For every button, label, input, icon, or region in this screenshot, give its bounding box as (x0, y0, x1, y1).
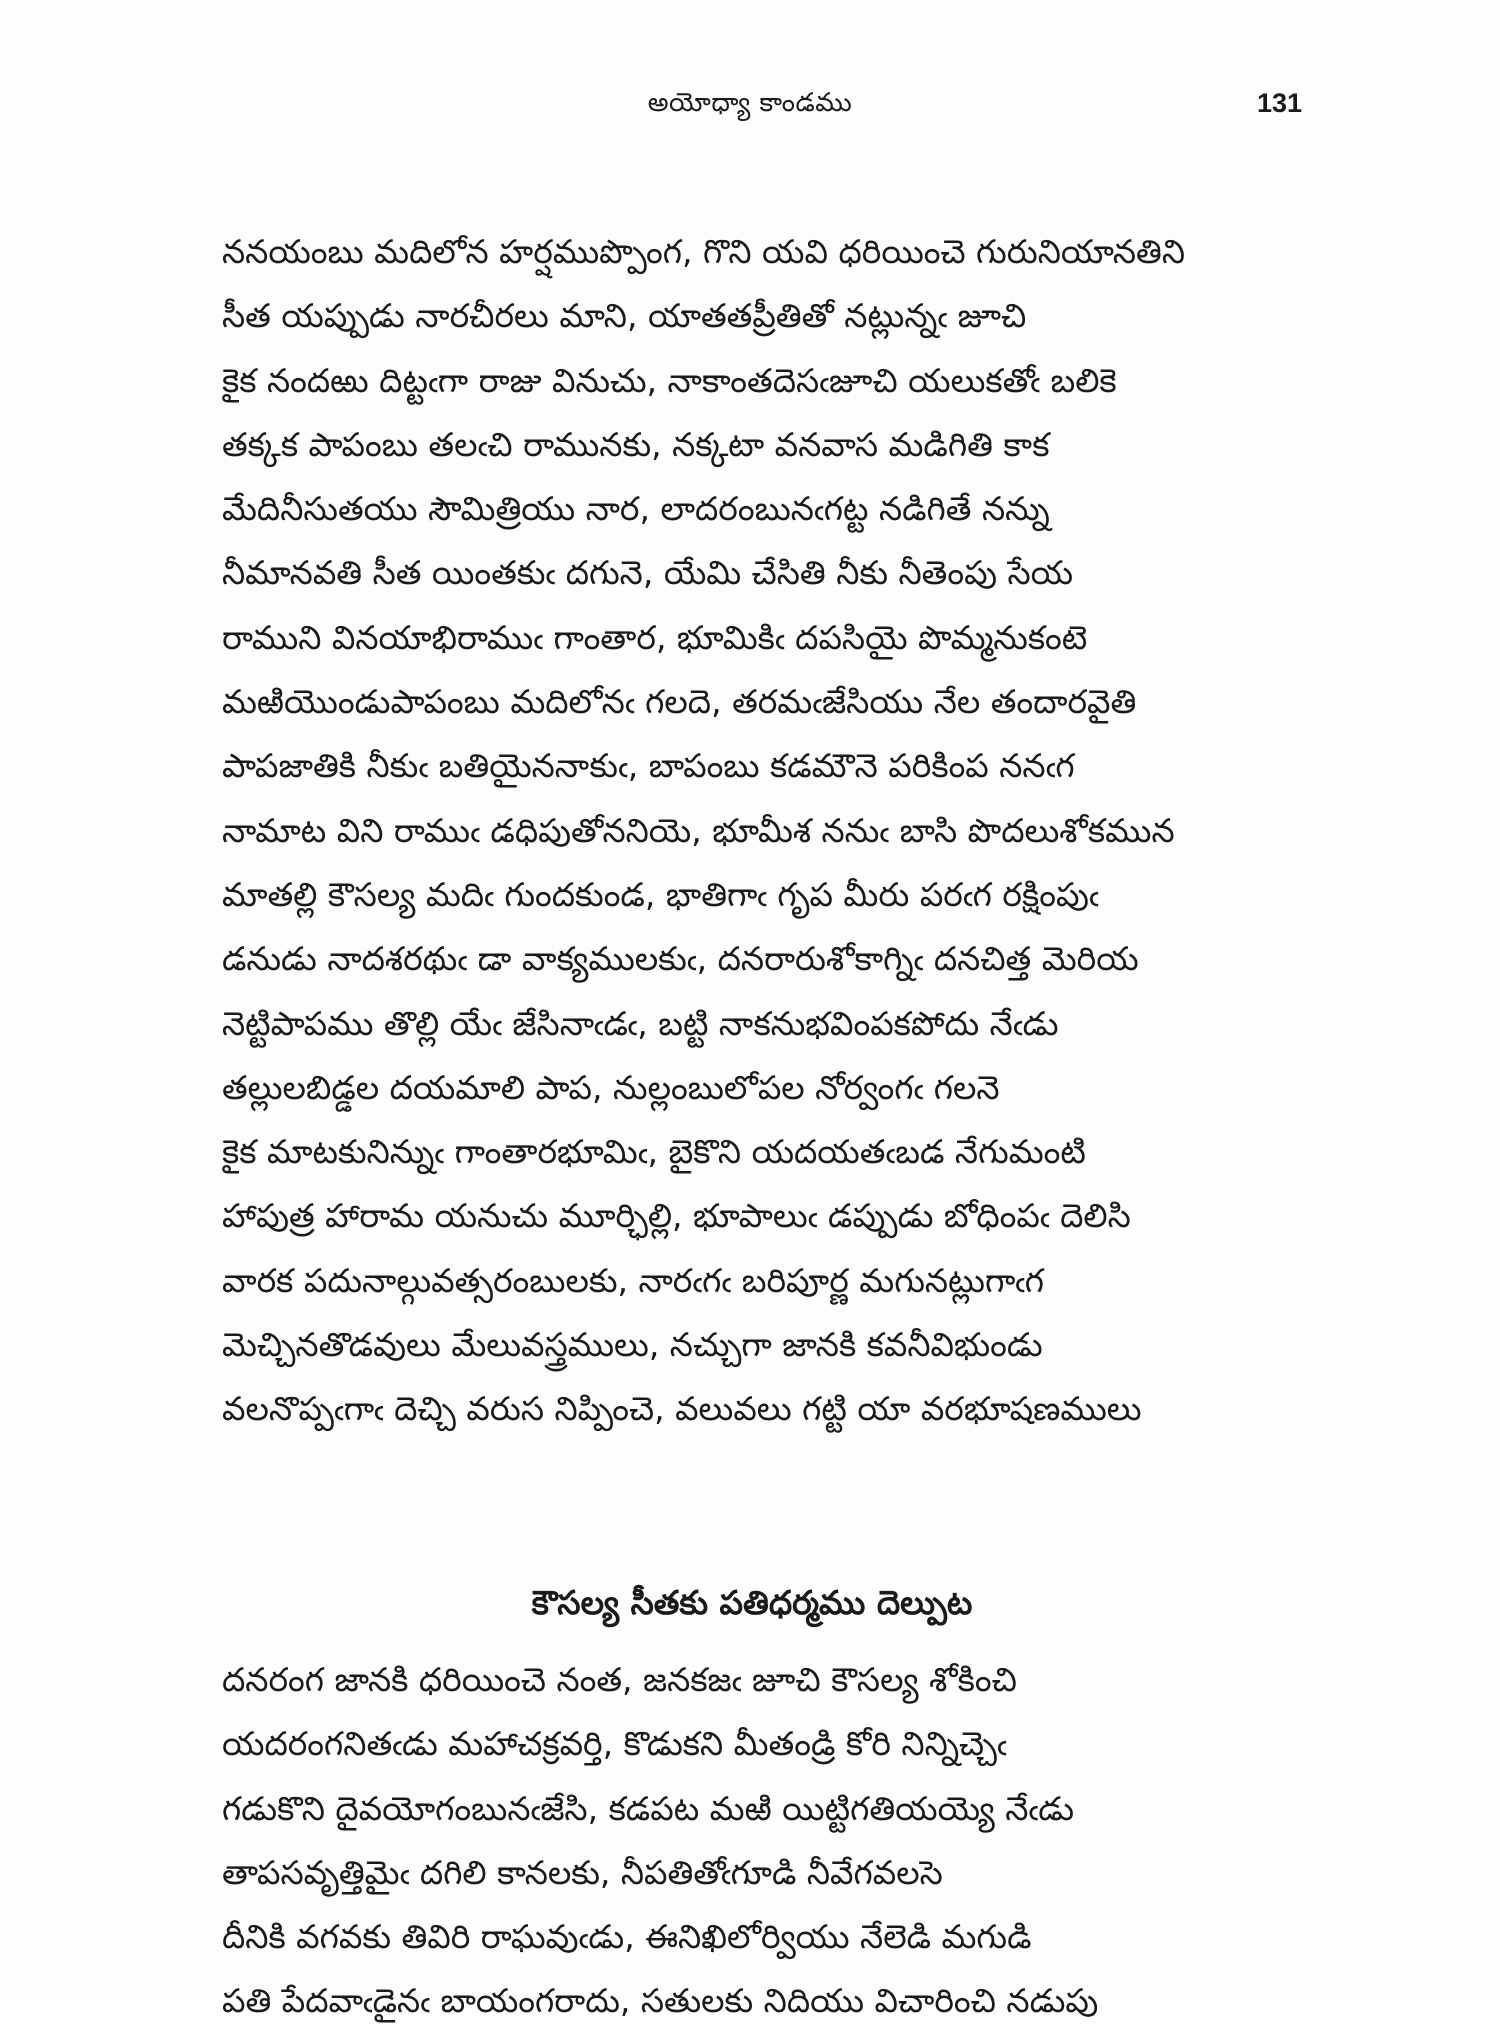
verse-line: గడుకొని దైవయోగంబునఁజేసి, కడపట మఱి యిట్టిగతియయ్యె నేఁడు (222, 1788, 1075, 1828)
section-heading: కౌసల్య సీతకు పతిధర్మము దెల్పుట (531, 1583, 973, 1622)
verse-block-1 (222, 220, 1302, 1442)
verse-line: తక్కక పాపంబు తలఁచి రామునకు, నక్కటా వనవాస మడిగితి కాక (222, 424, 1050, 464)
verse-line: మఱియొండుపాపంబు మదిలోనఁ గలదె, తరమఁజేసియు నేల తందారవైతి (222, 682, 1137, 722)
verse-line: రాముని వినయాభిరాముఁ గాంతార, భూమికిఁ దపసియై పొమ్మనుకంటె (222, 617, 1088, 657)
verse-line: నామాట విని రాముఁ డధిపుతోననియె, భూమీశ ననుఁ బాసి పొదలుశోకమున (222, 810, 1175, 850)
verse-line: వలనొప్పఁగాఁ దెచ్చి వరుస నిప్పించె, వలువలు గట్టి యా వరభూషణములు (222, 1389, 1142, 1429)
verse-line: మెచ్చినతొడవులు మేలువస్త్రములు, నచ్చుగా జానకి కవనీవిభుండు (222, 1325, 1043, 1365)
verse-line: నీమానవతి సీత యింతకుఁ దగునె, యేమి చేసితి నీకు నీతెంపు సేయ (222, 553, 1074, 593)
verse-line: సీత యప్పుడు నారచీరలు మాని, యాతతప్రీతితో నట్లున్నఁ జూచి (222, 296, 1027, 336)
verse-line: తాపసవృత్తిమైఁ దగిలి కానలకు, నీపతితోఁగూడి నీవేగవలసె (222, 1852, 943, 1892)
verse-line: దనరంగ జానకి ధరియించె నంత, జనకజఁ జూచి కౌసల్య శోకించి (222, 1660, 1017, 1699)
verse-line: పతి పేదవాఁడైనఁ బాయంగరాదు, సతులకు నిదియు విచారించి నడుపు (222, 1981, 1099, 2021)
verse-line: కైక నందఱు దిట్టఁగా రాజు వినుచు, నాకాంతదెసఁజూచి యలుకతోఁ బలికె (222, 360, 1117, 400)
verse-line: మేదినీసుతయు సౌమిత్రియు నార, లాదరంబునఁగట్ట నడిగితే నన్ను (222, 489, 1050, 529)
running-header (0, 88, 1500, 128)
verse-line: యదరంగనితఁడు మహాచక్రవర్తి, కొడుకని మీతండ్రి కోరి నిన్నిచ్చెఁ (222, 1724, 1007, 1764)
verse-line: కైక మాటకునిన్నుఁ గాంతారభూమిఁ, బైకొని యదయతఁబడ నేగుమంటి (222, 1132, 1086, 1172)
verse-line: హాపుత్ర హారామ యనుచు మూర్ఛిల్లి, భూపాలుఁ డప్పుడు బోధింపఁ దెలిసి (222, 1196, 1131, 1236)
verse-line: వారక పదునాల్గువత్సరంబులకు, నారఁగఁ బరిపూర్ణ మగునట్లుగాఁగ (222, 1260, 1045, 1300)
verse-line: మాతల్లి కౌసల్య మదిఁ గుందకుండ, భాతిగాఁ గృప మీరు పరఁగ రక్షింపుఁ (222, 874, 1099, 914)
page-number: 131 (1256, 88, 1302, 118)
verse-line: దీనికి వగవకు తివిరి రాఘవుఁడు, ఈనిఖిలోర్వియు నేలెడి మగుడి (222, 1917, 1032, 1957)
verse-line: తల్లులబిడ్డల దయమాలి పాప, నుల్లంబులోపల నోర్వంగఁ గలనె (222, 1067, 1000, 1107)
verse-line: నెట్టిపాపము తొల్లి యేఁ జేసినాఁడఁ, బట్టి నాకనుభవింపకపోదు నేఁడు (222, 1003, 1059, 1043)
section-2 (222, 1548, 1302, 2034)
verse-line: డనుడు నాదశరథుఁ డా వాక్యములకుఁ, దనరారుశోకాగ్నిఁ దనచిత్త మెరియ (222, 939, 1139, 979)
verse-line: పాపజాతికి నీకుఁ బతియైననాకుఁ, బాపంబు కడమౌనె పరికింప ననఁగ (222, 746, 1075, 786)
verse-line: ననయంబు మదిలోన హర్షముప్పొంగ, గొని యవి ధరియించె గురునియానతిని (222, 232, 1186, 271)
running-title: అయోధ్యా కాండము (647, 88, 853, 118)
